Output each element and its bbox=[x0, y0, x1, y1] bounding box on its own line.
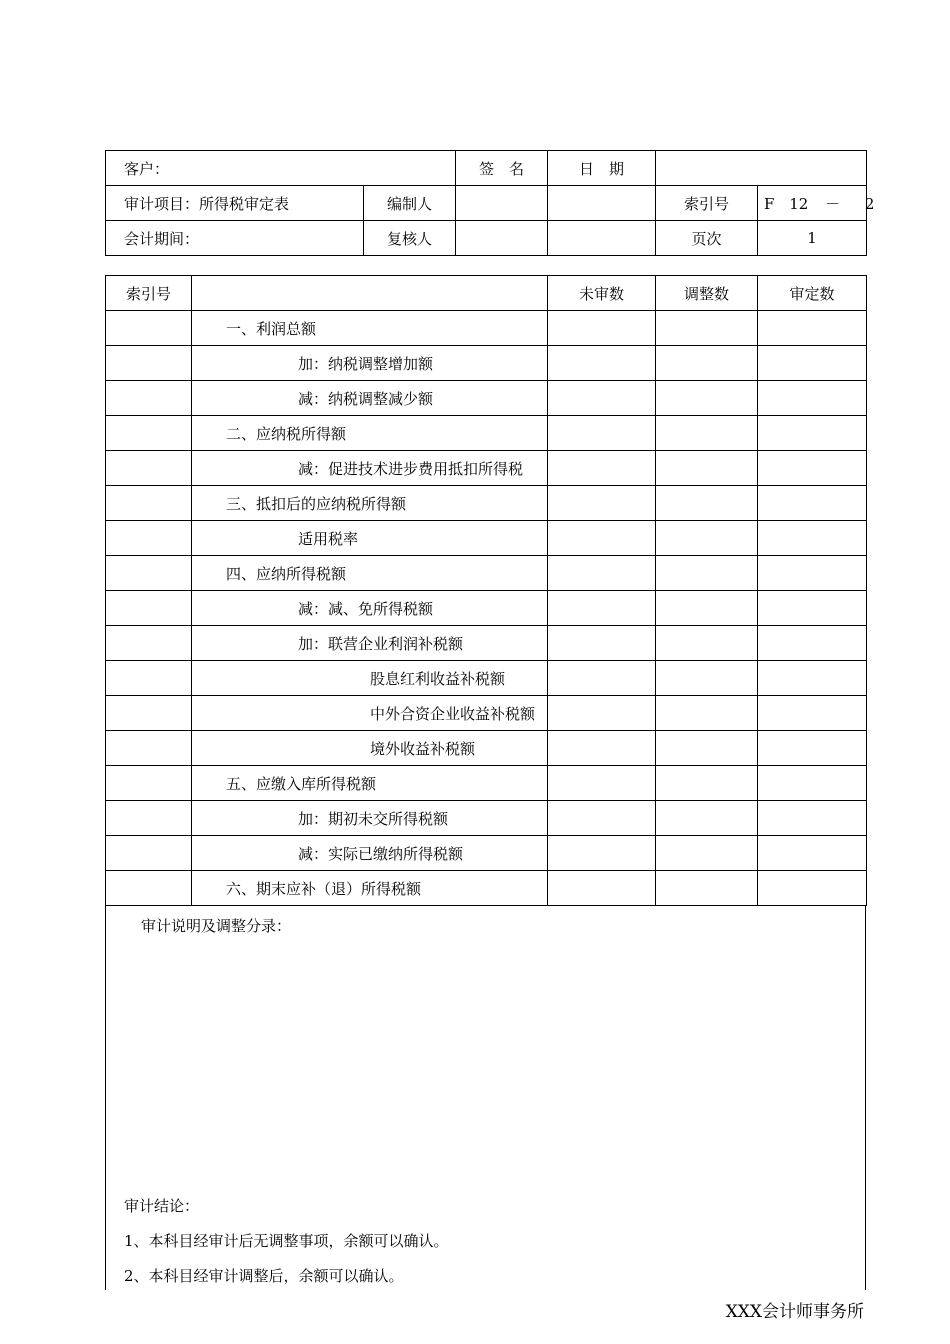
row-audited-cell bbox=[758, 836, 867, 871]
row-unaudited-cell bbox=[548, 661, 656, 696]
row-label: 加：联营企业利润补税额 bbox=[192, 626, 548, 661]
blank-cell bbox=[656, 151, 867, 186]
column-header-item bbox=[192, 276, 548, 311]
row-index-cell bbox=[106, 661, 192, 696]
table-row bbox=[106, 626, 867, 661]
row-unaudited-cell bbox=[548, 311, 656, 346]
row-adjustment-cell bbox=[656, 311, 758, 346]
row-audited-cell bbox=[758, 871, 867, 906]
row-unaudited-cell bbox=[548, 591, 656, 626]
row-audited-cell bbox=[758, 696, 867, 731]
row-adjustment-cell bbox=[656, 696, 758, 731]
row-adjustment-cell bbox=[656, 661, 758, 696]
client-label: 客户： bbox=[106, 151, 456, 186]
table-row bbox=[106, 416, 867, 451]
row-label: 一、利润总额 bbox=[192, 311, 548, 346]
table-row bbox=[106, 486, 867, 521]
row-audited-cell bbox=[758, 626, 867, 661]
row-index-cell bbox=[106, 311, 192, 346]
date-label: 日 期 bbox=[548, 151, 656, 186]
index-part-dash: － bbox=[825, 194, 841, 213]
row-index-cell bbox=[106, 381, 192, 416]
row-label: 中外合资企业收益补税额 bbox=[192, 696, 548, 731]
row-label: 减：减、免所得税额 bbox=[192, 591, 548, 626]
table-row bbox=[106, 661, 867, 696]
header-table bbox=[105, 150, 875, 256]
preparer-sign-cell bbox=[456, 186, 548, 221]
row-unaudited-cell bbox=[548, 556, 656, 591]
row-adjustment-cell bbox=[656, 626, 758, 661]
row-label: 六、期末应补（退）所得税额 bbox=[192, 871, 548, 906]
row-audited-cell bbox=[758, 416, 867, 451]
row-unaudited-cell bbox=[548, 346, 656, 381]
row-audited-cell bbox=[758, 521, 867, 556]
row-audited-cell bbox=[758, 661, 867, 696]
table-row bbox=[106, 696, 867, 731]
table-row bbox=[106, 801, 867, 836]
notes-section bbox=[105, 905, 866, 1290]
row-audited-cell bbox=[758, 766, 867, 801]
conclusion-title: 审计结论： bbox=[124, 1197, 200, 1215]
row-unaudited-cell bbox=[548, 486, 656, 521]
row-unaudited-cell bbox=[548, 766, 656, 801]
firm-name: XXX会计师事务所 bbox=[725, 1302, 864, 1322]
index-value bbox=[758, 186, 875, 221]
row-unaudited-cell bbox=[548, 731, 656, 766]
row-label: 减：实际已缴纳所得税额 bbox=[192, 836, 548, 871]
row-label: 加：纳税调整增加额 bbox=[192, 346, 548, 381]
project-label: 审计项目：所得税审定表 bbox=[106, 186, 364, 221]
row-audited-cell bbox=[758, 311, 867, 346]
row-label: 二、应纳税所得额 bbox=[192, 416, 548, 451]
row-audited-cell bbox=[758, 486, 867, 521]
row-unaudited-cell bbox=[548, 696, 656, 731]
row-index-cell bbox=[106, 731, 192, 766]
row-adjustment-cell bbox=[656, 836, 758, 871]
row-adjustment-cell bbox=[656, 591, 758, 626]
page-label: 页次 bbox=[656, 221, 758, 256]
row-adjustment-cell bbox=[656, 801, 758, 836]
row-adjustment-cell bbox=[656, 731, 758, 766]
row-adjustment-cell bbox=[656, 416, 758, 451]
row-audited-cell bbox=[758, 451, 867, 486]
row-audited-cell bbox=[758, 556, 867, 591]
row-index-cell bbox=[106, 591, 192, 626]
row-unaudited-cell bbox=[548, 416, 656, 451]
reviewer-date-cell bbox=[548, 221, 656, 256]
row-index-cell bbox=[106, 801, 192, 836]
row-adjustment-cell bbox=[656, 521, 758, 556]
table-row bbox=[106, 731, 867, 766]
row-adjustment-cell bbox=[656, 451, 758, 486]
row-label: 减：纳税调整减少额 bbox=[192, 381, 548, 416]
column-header-unaudited: 未审数 bbox=[548, 276, 656, 311]
row-adjustment-cell bbox=[656, 346, 758, 381]
row-index-cell bbox=[106, 766, 192, 801]
row-unaudited-cell bbox=[548, 871, 656, 906]
column-header-adjustment: 调整数 bbox=[656, 276, 758, 311]
column-header-audited: 审定数 bbox=[758, 276, 867, 311]
row-label: 加：期初未交所得税额 bbox=[192, 801, 548, 836]
row-adjustment-cell bbox=[656, 556, 758, 591]
table-row bbox=[106, 521, 867, 556]
row-label: 四、应纳所得税额 bbox=[192, 556, 548, 591]
row-label: 减：促进技术进步费用抵扣所得税 bbox=[192, 451, 548, 486]
row-index-cell bbox=[106, 871, 192, 906]
row-audited-cell bbox=[758, 801, 867, 836]
table-row bbox=[106, 871, 867, 906]
reviewer-label: 复核人 bbox=[364, 221, 456, 256]
notes-title: 审计说明及调整分录： bbox=[141, 917, 292, 935]
row-index-cell bbox=[106, 451, 192, 486]
table-row bbox=[106, 591, 867, 626]
row-unaudited-cell bbox=[548, 521, 656, 556]
period-label: 会计期间： bbox=[106, 221, 364, 256]
page-value: 1 bbox=[758, 221, 867, 256]
preparer-label: 编制人 bbox=[364, 186, 456, 221]
row-adjustment-cell bbox=[656, 766, 758, 801]
row-label: 五、应缴入库所得税额 bbox=[192, 766, 548, 801]
row-unaudited-cell bbox=[548, 801, 656, 836]
table-row bbox=[106, 346, 867, 381]
table-row bbox=[106, 311, 867, 346]
row-unaudited-cell bbox=[548, 381, 656, 416]
row-index-cell bbox=[106, 556, 192, 591]
row-audited-cell bbox=[758, 591, 867, 626]
row-index-cell bbox=[106, 486, 192, 521]
row-index-cell bbox=[106, 416, 192, 451]
main-table bbox=[105, 275, 867, 906]
table-row bbox=[106, 766, 867, 801]
row-unaudited-cell bbox=[548, 451, 656, 486]
conclusion-line-2: 2、本科目经审计调整后，余额可以确认。 bbox=[124, 1267, 404, 1285]
row-audited-cell bbox=[758, 731, 867, 766]
sign-label: 签 名 bbox=[456, 151, 548, 186]
row-label: 三、抵扣后的应纳税所得额 bbox=[192, 486, 548, 521]
row-index-cell bbox=[106, 346, 192, 381]
row-unaudited-cell bbox=[548, 626, 656, 661]
index-part-number: 12 bbox=[789, 194, 809, 213]
table-row bbox=[106, 381, 867, 416]
row-audited-cell bbox=[758, 346, 867, 381]
row-adjustment-cell bbox=[656, 381, 758, 416]
conclusion-line-1: 1、本科目经审计后无调整事项，余额可以确认。 bbox=[124, 1232, 449, 1250]
table-row bbox=[106, 451, 867, 486]
row-index-cell bbox=[106, 626, 192, 661]
row-adjustment-cell bbox=[656, 486, 758, 521]
row-audited-cell bbox=[758, 381, 867, 416]
row-label: 股息红利收益补税额 bbox=[192, 661, 548, 696]
index-label: 索引号 bbox=[656, 186, 758, 221]
row-unaudited-cell bbox=[548, 836, 656, 871]
row-label: 适用税率 bbox=[192, 521, 548, 556]
reviewer-sign-cell bbox=[456, 221, 548, 256]
row-index-cell bbox=[106, 836, 192, 871]
row-index-cell bbox=[106, 521, 192, 556]
row-adjustment-cell bbox=[656, 871, 758, 906]
index-part-sub: 2 bbox=[864, 194, 875, 213]
row-index-cell bbox=[106, 696, 192, 731]
row-label: 境外收益补税额 bbox=[192, 731, 548, 766]
preparer-date-cell bbox=[548, 186, 656, 221]
column-header-index: 索引号 bbox=[106, 276, 192, 311]
table-row bbox=[106, 556, 867, 591]
index-part-prefix: F bbox=[764, 194, 775, 213]
table-row bbox=[106, 836, 867, 871]
